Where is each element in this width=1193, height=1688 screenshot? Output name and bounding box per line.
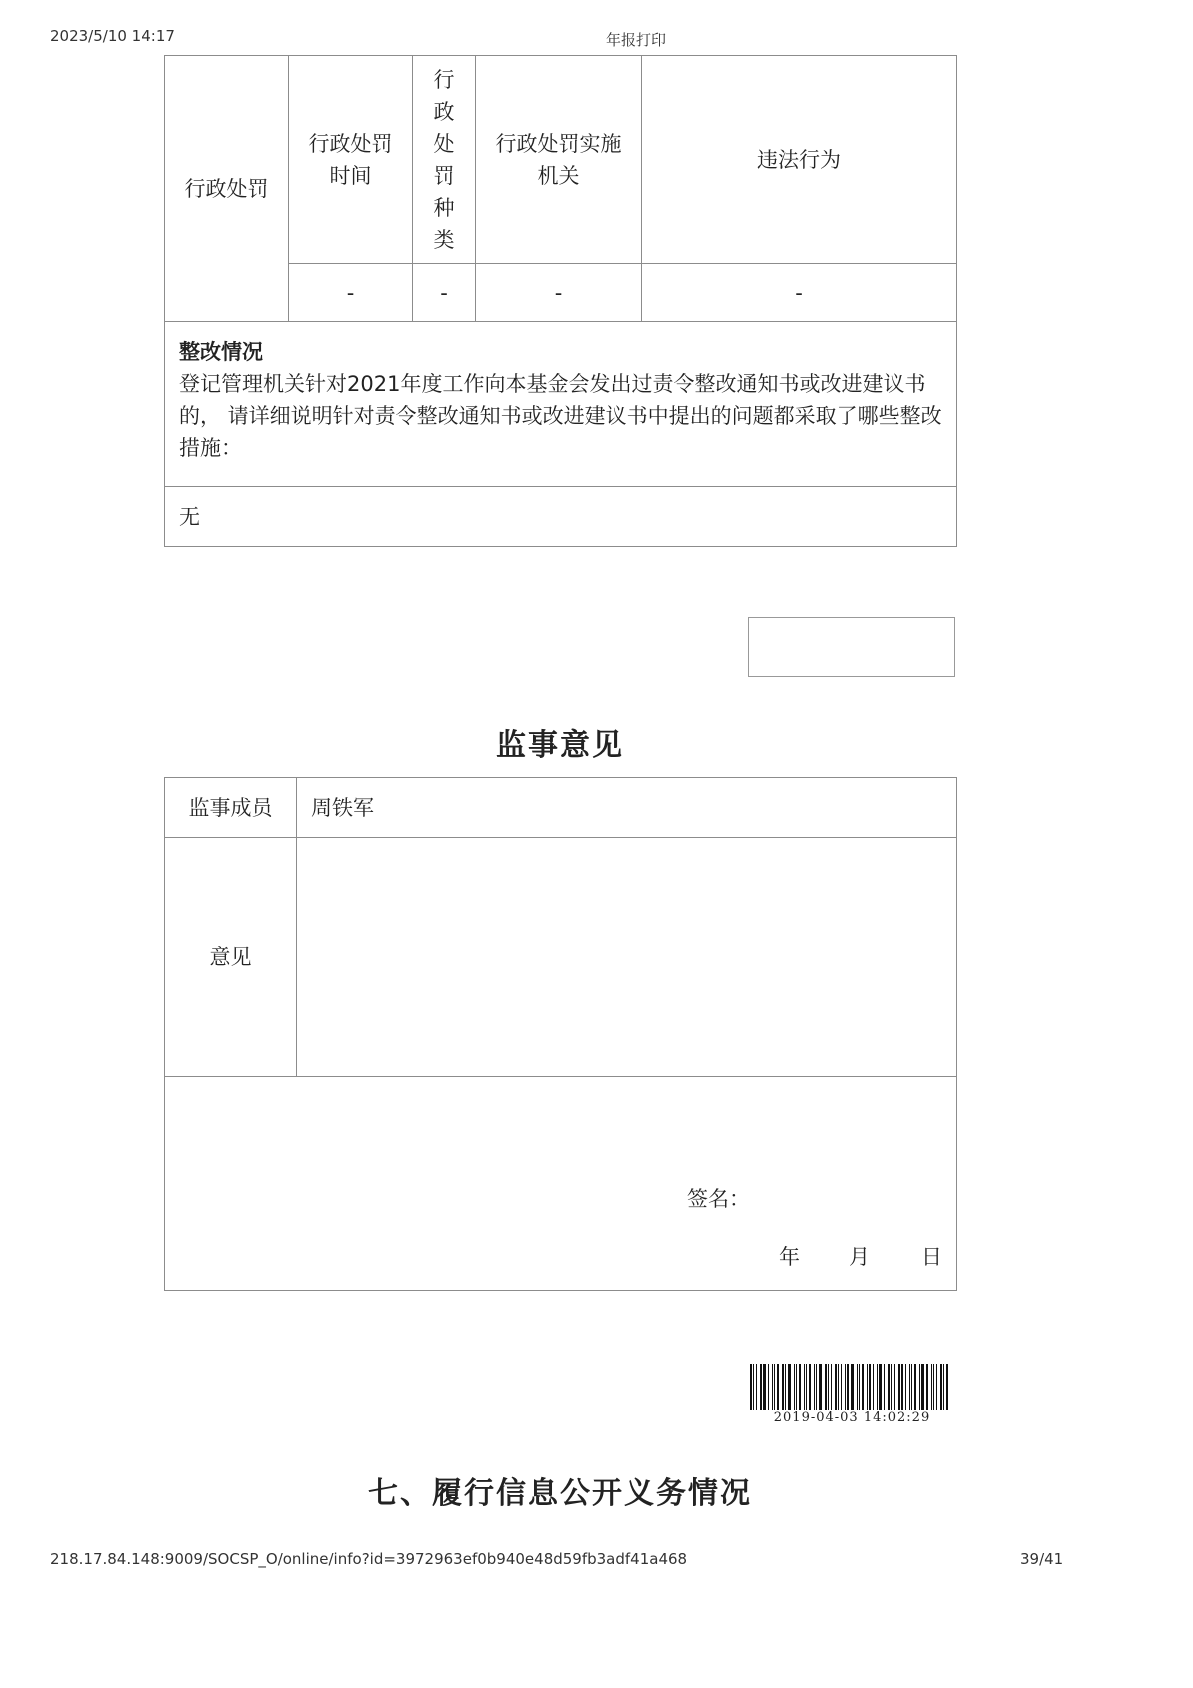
barcode-bar [884,1364,885,1410]
barcode-bar [782,1364,784,1410]
supervisor-member-label: 监事成员 [165,778,297,838]
col-penalty-agency-line2: 机关 [537,163,580,188]
col-penalty-time-line1: 行政处罚 [308,131,393,156]
barcode-bar [891,1364,892,1410]
barcode-bar [936,1364,937,1410]
barcode-bar [804,1364,805,1410]
date-year-label: 年 [779,1245,800,1269]
barcode-bar [785,1364,786,1410]
col-violation-text: 违法行为 [757,147,841,172]
col-penalty-agency [476,56,642,264]
barcode-bar [845,1364,846,1410]
opinion-label: 意见 [165,838,297,1077]
rectification-line: 的， 请详细说明针对责令整改通知书或改进建议书中提出的问题都采取了哪些整改 [179,404,942,428]
barcode-bar [926,1364,928,1410]
footer-url: 218.17.84.148:9009/SOCSP_O/online/info?id=3972963ef0b940e48d59fb3adf41a468 [50,1550,688,1568]
barcode-bars [750,1364,954,1410]
barcode-bar [838,1364,839,1410]
barcode-bar [816,1364,817,1410]
barcode-bar [894,1364,895,1410]
barcode-bar [847,1364,849,1410]
barcode-bar [814,1364,815,1410]
penalty-row-label [165,56,289,322]
stamp-box [748,617,955,677]
print-datetime: 2023/5/10 14:17 [50,27,175,45]
barcode-bar [777,1364,779,1410]
barcode-bar [841,1364,842,1410]
barcode-bar [750,1364,752,1410]
barcode-bar [828,1364,829,1410]
barcode-bar [943,1364,944,1410]
barcode-bar [753,1364,754,1410]
rectification-answer: 无 [165,487,957,547]
barcode-bar [772,1364,773,1410]
barcode-bar [940,1364,942,1410]
barcode-bar [788,1364,791,1410]
barcode-bar [905,1364,906,1410]
barcode-bar [931,1364,932,1410]
col-penalty-type-char: 政 [433,99,455,124]
supervisor-table [164,777,957,1291]
date-month-label: 月 [849,1245,870,1269]
col-violation [642,56,957,264]
barcode-bar [911,1364,912,1410]
supervisor-heading: 监事意见 [496,728,624,763]
date-day-label: 日 [921,1245,942,1269]
violation-value: - [642,264,957,322]
barcode-bar [835,1364,837,1410]
supervisor-member-value: 周铁军 [297,778,957,838]
penalty-row-label-text: 行政处罚 [184,176,269,201]
penalty-table [164,55,957,547]
barcode-bar [879,1364,882,1410]
barcode-bar [756,1364,757,1410]
rectification-line: 措施： [179,436,242,460]
barcode-bar [806,1364,807,1410]
barcode-bar [919,1364,920,1410]
barcode-bar [901,1364,903,1410]
barcode-bar [946,1364,948,1410]
col-penalty-type-char: 罚 [433,163,455,188]
barcode-bar [819,1364,822,1410]
barcode-bar [921,1364,924,1410]
col-penalty-type [413,56,476,264]
barcode-bar [857,1364,858,1410]
rectification-title: 整改情况 [179,340,263,364]
barcode-bar [809,1364,811,1410]
page-number: 39/41 [1020,1550,1064,1568]
col-penalty-type-char: 行 [433,67,455,92]
page-header-title: 年报打印 [606,31,667,49]
barcode-timestamp: 2019-04-03 14:02:29 [773,1410,931,1425]
barcode [750,1364,954,1425]
barcode-bar [760,1364,762,1410]
barcode-bar [898,1364,900,1410]
col-penalty-time-line2: 时间 [329,163,372,188]
opinion-value [297,838,957,1077]
col-penalty-type-char: 处 [433,131,455,156]
barcode-bar [851,1364,854,1410]
barcode-bar [873,1364,874,1410]
barcode-bar [933,1364,934,1410]
barcode-bar [909,1364,910,1410]
col-penalty-type-char: 类 [433,227,455,252]
barcode-bar [774,1364,775,1410]
barcode-bar [914,1364,916,1410]
col-penalty-time [289,56,413,264]
rectification-line: 登记管理机关针对2021年度工作向本基金会发出过责令整改通知书或改进建议书 [179,372,926,396]
barcode-bar [831,1364,832,1410]
barcode-bar [862,1364,864,1410]
barcode-bar [859,1364,860,1410]
rectification-cell [165,322,957,487]
barcode-bar [825,1364,827,1410]
barcode-bar [768,1364,769,1410]
col-penalty-agency-line1: 行政处罚实施 [495,131,622,156]
signature-cell [165,1077,957,1291]
signature-label: 签名： [687,1187,750,1211]
barcode-bar [869,1364,871,1410]
barcode-bar [867,1364,868,1410]
barcode-bar [799,1364,801,1410]
barcode-bar [877,1364,878,1410]
penalty-agency-value: - [476,264,642,322]
section-7-heading: 七、履行信息公开义务情况 [368,1476,752,1511]
penalty-time-value: - [289,264,413,322]
barcode-bar [796,1364,797,1410]
barcode-bar [888,1364,890,1410]
penalty-type-value: - [413,264,476,322]
barcode-bar [763,1364,766,1410]
barcode-bar [794,1364,795,1410]
col-penalty-type-char: 种 [433,195,455,220]
